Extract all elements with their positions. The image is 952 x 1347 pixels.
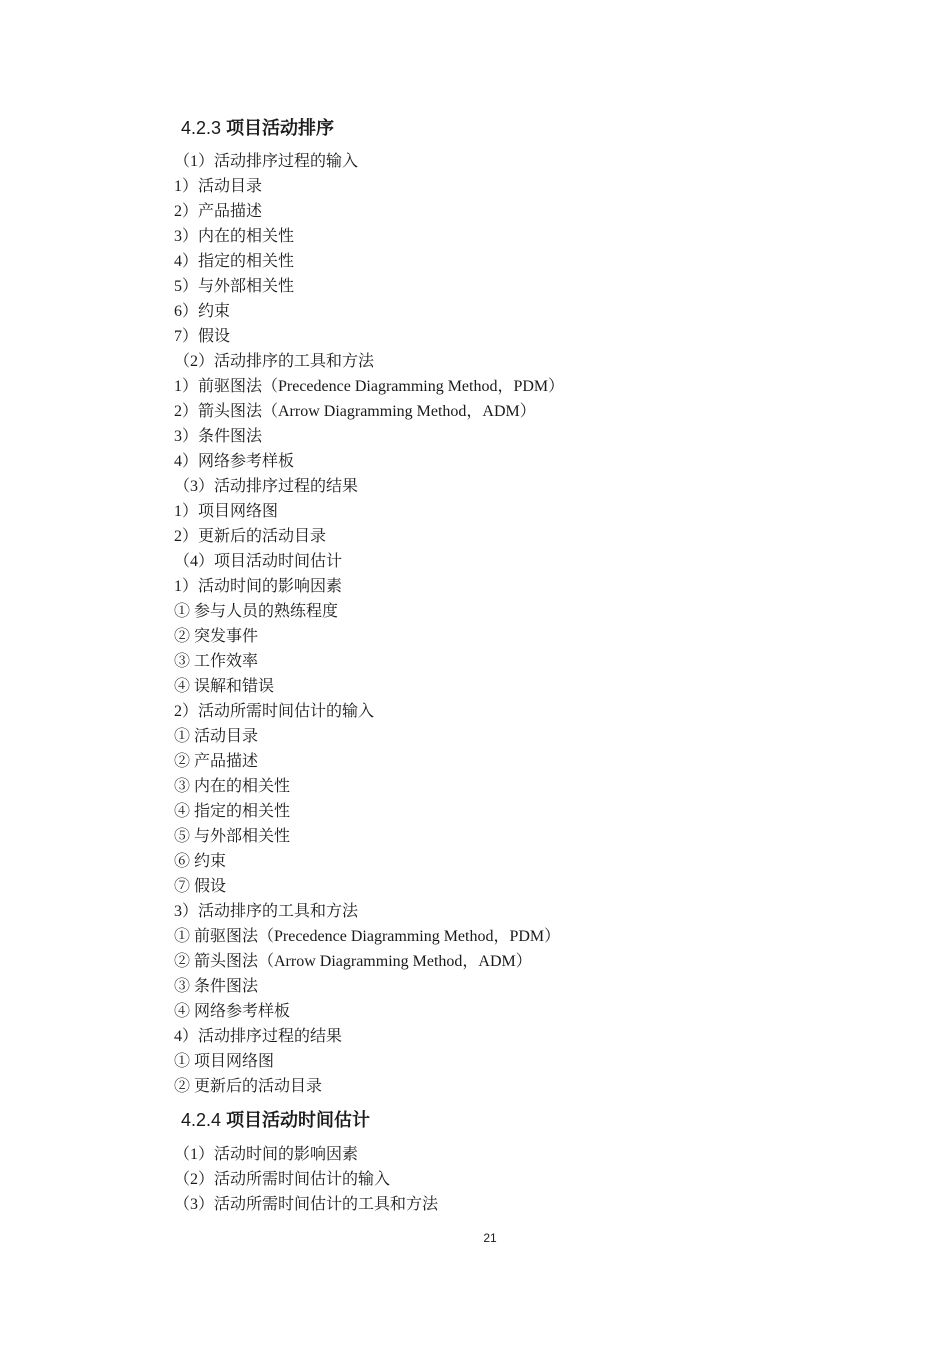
text-line: （1）活动排序过程的输入 — [174, 153, 359, 170]
section-heading-4-2-4 — [181, 1108, 370, 1132]
text-line: （1）活动时间的影响因素 — [174, 1146, 359, 1163]
text-line: 2）产品描述 — [174, 203, 263, 220]
text-line: ① 参与人员的熟练程度 — [174, 603, 339, 620]
text-line: （3）活动排序过程的结果 — [174, 478, 359, 495]
text-line: 2）箭头图法（Arrow Diagramming Method，ADM） — [174, 403, 536, 420]
text-line: ② 突发事件 — [174, 628, 259, 645]
page-number: 21 — [483, 1231, 497, 1245]
text-line: 3）内在的相关性 — [174, 228, 295, 245]
text-line: 4）活动排序过程的结果 — [174, 1028, 343, 1045]
text-line: ③ 条件图法 — [174, 978, 259, 995]
section-title: 项目活动排序 — [226, 118, 335, 138]
text-line: （2）活动排序的工具和方法 — [174, 353, 375, 370]
section-heading-4-2-3 — [181, 116, 334, 140]
text-line: 4）网络参考样板 — [174, 453, 295, 470]
text-line: 1）活动时间的影响因素 — [174, 578, 343, 595]
text-line: （4）项目活动时间估计 — [174, 553, 343, 570]
text-line: ④ 误解和错误 — [174, 678, 275, 695]
text-line: ⑤ 与外部相关性 — [174, 828, 291, 845]
text-line: ① 活动目录 — [174, 728, 259, 745]
text-line: ④ 指定的相关性 — [174, 803, 291, 820]
text-line: 4）指定的相关性 — [174, 253, 295, 270]
text-line: 1）前驱图法（Precedence Diagramming Method，PDM） — [174, 378, 565, 395]
text-line: 6）约束 — [174, 303, 231, 320]
section-4-2-3-body — [174, 149, 564, 1099]
text-line: ③ 工作效率 — [174, 653, 259, 670]
text-line: ① 前驱图法（Precedence Diagramming Method，PDM） — [174, 928, 561, 945]
section-title: 项目活动时间估计 — [226, 1110, 371, 1130]
text-line: （2）活动所需时间估计的输入 — [174, 1171, 391, 1188]
text-line: 2）更新后的活动目录 — [174, 528, 327, 545]
section-number: 4.2.3 — [181, 118, 222, 138]
text-line: ② 更新后的活动目录 — [174, 1078, 323, 1095]
text-line: ① 项目网络图 — [174, 1053, 275, 1070]
text-line: ② 产品描述 — [174, 753, 259, 770]
text-line: 1）项目网络图 — [174, 503, 279, 520]
text-line: 1）活动目录 — [174, 178, 263, 195]
text-line: 7）假设 — [174, 328, 231, 345]
text-line: （3）活动所需时间估计的工具和方法 — [174, 1196, 439, 1213]
text-line: ⑥ 约束 — [174, 853, 227, 870]
text-line: 3）条件图法 — [174, 428, 263, 445]
section-4-2-4-body — [174, 1142, 438, 1217]
text-line: ⑦ 假设 — [174, 878, 227, 895]
text-line: 2）活动所需时间估计的输入 — [174, 703, 375, 720]
text-line: ④ 网络参考样板 — [174, 1003, 291, 1020]
section-number: 4.2.4 — [181, 1110, 222, 1130]
text-line: 3）活动排序的工具和方法 — [174, 903, 359, 920]
text-line: 5）与外部相关性 — [174, 278, 295, 295]
text-line: ③ 内在的相关性 — [174, 778, 291, 795]
text-line: ② 箭头图法（Arrow Diagramming Method，ADM） — [174, 953, 532, 970]
